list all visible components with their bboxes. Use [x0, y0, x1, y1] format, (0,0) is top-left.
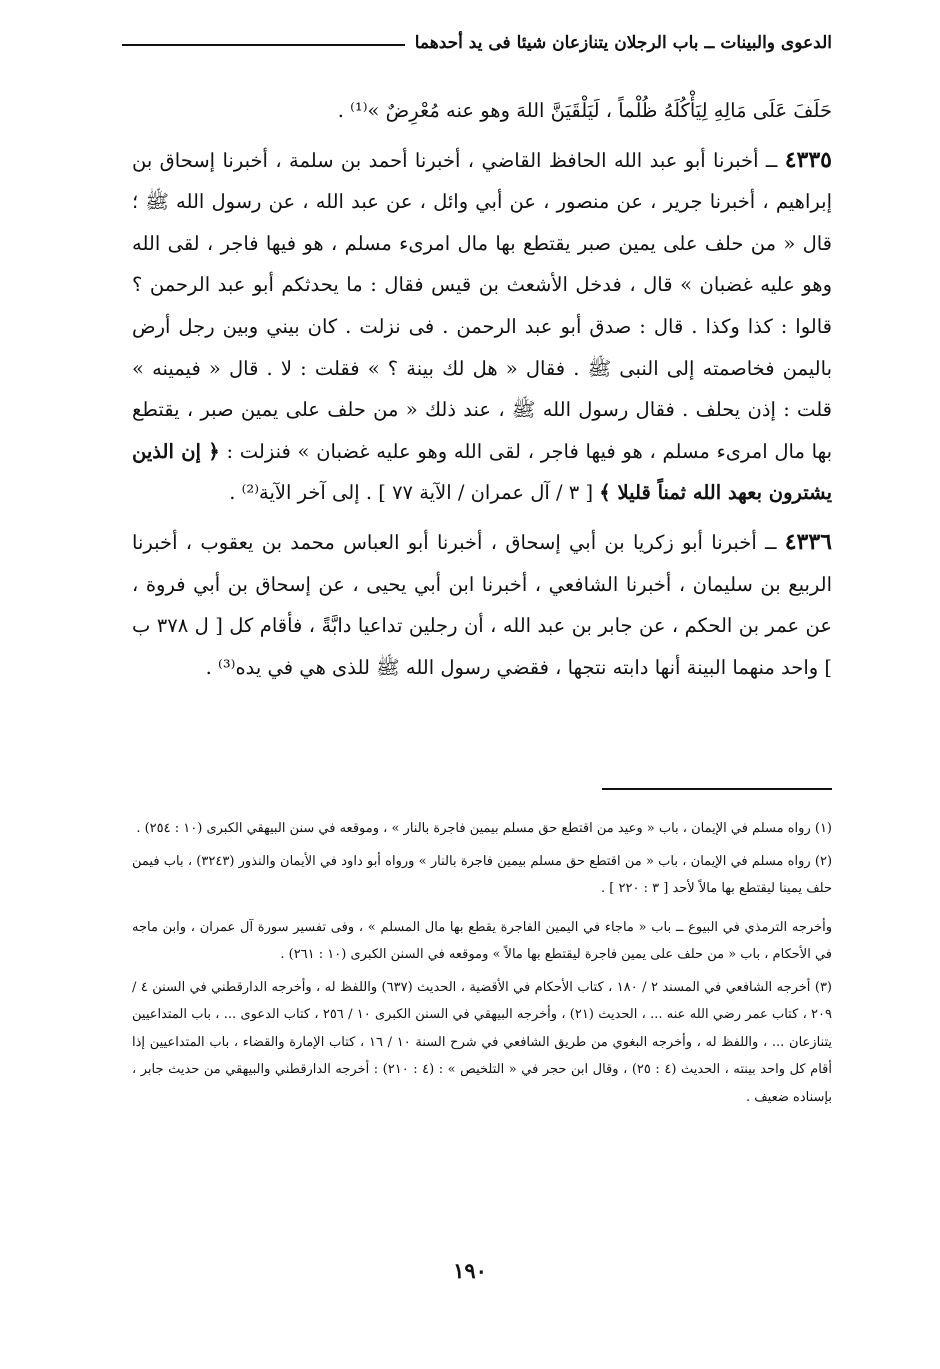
footnote-2-continued: وأخرجه الترمذي في البيوع ــ باب « ماجاء في اليمين الفاجرة يقطع بها مال المسلم » ، وفى تفسير سورة آل عمران ، وابن ماجه في الأحكام ، باب « من حلف على يمين فاجرة ليقتطع بها مالاً » وموقعه في السنن الكبرى (١٠ : ٢٦١) . [132, 919, 832, 962]
running-header [122, 28, 832, 58]
hadith-number: ٤٣٣٦ [784, 528, 832, 555]
footnote-2: (٢) رواه مسلم في الإيمان ، باب « من اقتطع حق مسلم بيمين فاجرة بالنار » ورواه أبو داود في الأيمان والنذور (٣٢٤٣) ، باب فيمن حلف يمينا ليقتطع بها مالاً لأحد [ ٣ : ٢٢٠ ] . [132, 853, 833, 896]
quran-verse: ﴿ إن الذين يشترون بعهد الله ثمناً قليلا ﴾ [132, 439, 832, 505]
main-text [132, 90, 832, 696]
running-title: الدعوى والبينات ــ باب الرجلان يتنازعان شيئا فى يد أحدهما [414, 33, 832, 53]
hadith-text: ــ أخبرنا أبو عبد الله الحافظ القاضي ، أخبرنا أحمد بن سلمة ، أخبرنا إسحاق بن إبراهيم ، أخبرنا جرير ، عن منصور ، عن أبي وائل ، عن عبد الله ، عن رسول الله ﷺ ؛ قال « من حلف على يمين صبر يقتطع بها مال امرىء مسلم ، هو فيها فاجر ، لقى الله وهو عليه غضبان » قال ، فدخل الأشعث بن قيس فقال : ما يحدثكم أبو عبد الرحمن ؟ قالوا : كذا وكذا . قال : صدق أبو عبد الرحمن . فى نزلت . كان بيني وبين رجل أرض باليمن فخاصمته إلى النبى ﷺ . فقال « هل لك بينة ؟ » فقلت : لا . قال « فيمينه » قلت : إذن يحلف . فقال رسول الله ﷺ ، عند ذلك « من حلف على يمين صبر ، يقتطع بها مال امرىء مسلم ، هو فيها فاجر ، لقى الله وهو عليه غضبان » فنزلت : [132, 148, 833, 463]
hadith-4335 [132, 140, 832, 514]
hadith-4336 [132, 522, 832, 688]
footnote-3: (٣) أخرجه الشافعي في المسند ٢ / ١٨٠ ، كتاب الأحكام في الأقضية ، الحديث (٦٣٧) واللفظ له ، وأخرجه الدارقطني في السنن ٤ / ٢٠٩ ، كتاب عمر رضي الله عنه ... ، الحديث (٢١) ، وأخرجه البيهقي في السنن الكبرى ١٠ / ٢٥٦ ، كتاب الدعوى ... ، باب المتداعيين يتنازعان ... ، واللفظ له ، وأخرجه البغوي من طريق الشافعي في شرح السنة ١٠ / ١٦ ، كتاب الإمارة والقضاء ، باب المتداعيين إذا أقام كل واحد بينته ، الحديث (٤ : ٢٥) ، وقال ابن حجر في « التلخيص » : (٤ : ٢١٠) : أخرجه الدارقطني والبيهقي من حديث جابر ، بإسناده ضعيف . [132, 979, 832, 1105]
page-number: ١٩٠ [453, 1258, 487, 1283]
footnotes [132, 815, 832, 1116]
footnote-1: (١) رواه مسلم في الإيمان ، باب « وعيد من اقتطع حق مسلم بيمين فاجرة بالنار » ، وموقعه في سنن البيهقي الكبرى (١٠ : ٢٥٤) . [136, 821, 832, 836]
verse-reference: [ ٣ / آل عمران / الآية ٧٧ ] . إلى آخر الآية⁽²⁾ . [229, 481, 594, 505]
opening-line: حَلَفَ عَلَى مَالِهِ لِيَأْكُلَهُ ظُلْماً ، لَيَلْقَيَنَّ اللهَ وهو عنه مُعْرِضٌ »⁽¹⁾ . [337, 99, 832, 122]
footnote-separator [602, 788, 832, 790]
hadith-number: ٤٣٣٥ [784, 146, 832, 173]
header-rule [122, 44, 405, 46]
hadith-text: ــ أخبرنا أبو زكريا بن أبي إسحاق ، أخبرنا أبو العباس محمد بن يعقوب ، أخبرنا الربيع بن سليمان ، أخبرنا الشافعي ، أخبرنا ابن أبي يحيى ، عن إسحاق بن أبي فروة ، عن عمر بن الحكم ، عن جابر بن عبد الله ، أن رجلين تداعيا دابَّةً ، فأقام كل [ ل ٣٧٨ ب ] واحد منهما البينة أنها دابته نتجها ، فقضي رسول الله ﷺ للذى هي في يده⁽³⁾ . [132, 530, 833, 679]
